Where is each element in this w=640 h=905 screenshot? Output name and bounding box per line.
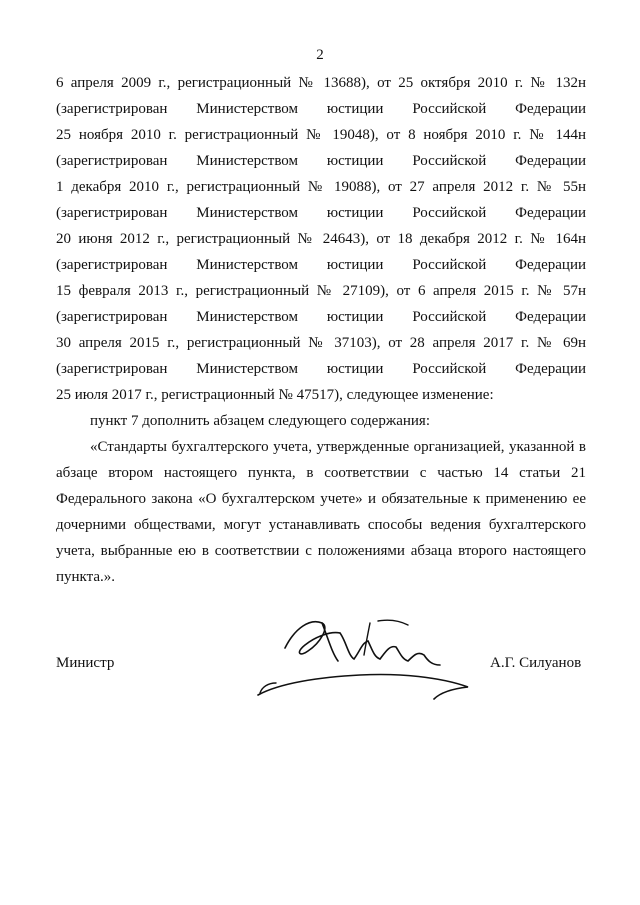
signatory-name: А.Г. Силуанов <box>490 655 582 671</box>
text-line: (зарегистрирован Министерством юстиции Российской Федерации <box>56 205 586 221</box>
text-line: (зарегистрирован Министерством юстиции Российской Федерации <box>56 361 586 377</box>
text-line: (зарегистрирован Министерством юстиции Российской Федерации <box>56 309 586 325</box>
handwritten-signature <box>250 603 480 703</box>
quoted-text-line: учета, выбранные ею в соответствии с положениями абзаца второго настоящего <box>56 543 586 559</box>
signature-block <box>0 585 640 705</box>
page-number: 2 <box>316 47 324 63</box>
text-line: 6 апреля 2009 г., регистрационный № 13688), от 25 октября 2010 г. № 132н <box>56 75 586 91</box>
text-line: (зарегистрирован Министерством юстиции Российской Федерации <box>56 257 586 273</box>
text-line: (зарегистрирован Министерством юстиции Российской Федерации <box>56 153 586 169</box>
text-line: 1 декабря 2010 г., регистрационный № 19088), от 27 апреля 2012 г. № 55н <box>56 179 586 195</box>
quoted-text-line: дочерними обществами, могут устанавливать способы ведения бухгалтерского <box>56 517 586 533</box>
text-line: 25 ноября 2010 г. регистрационный № 19048), от 8 ноября 2010 г. № 144н <box>56 127 586 143</box>
quoted-text-line: «Стандарты бухгалтерского учета, утвержденные организацией, указанной в <box>90 439 586 455</box>
text-line: 25 июля 2017 г., регистрационный № 47517), следующее изменение: <box>56 387 494 403</box>
text-line: 15 февраля 2013 г., регистрационный № 27109), от 6 апреля 2015 г. № 57н <box>56 283 586 299</box>
amendment-instruction: пункт 7 дополнить абзацем следующего содержания: <box>90 413 430 429</box>
text-line: (зарегистрирован Министерством юстиции Российской Федерации <box>56 101 586 117</box>
quoted-text-line: пункта.». <box>56 569 116 585</box>
signatory-position: Министр <box>56 655 115 671</box>
text-line: 30 апреля 2015 г., регистрационный № 37103), от 28 апреля 2017 г. № 69н <box>56 335 586 351</box>
text-line: 20 июня 2012 г., регистрационный № 24643), от 18 декабря 2012 г. № 164н <box>56 231 586 247</box>
quoted-text-line: Федерального закона «О бухгалтерском учете» и обязательные к применению ее <box>56 491 586 507</box>
quoted-text-line: абзаце втором настоящего пункта, в соответствии с частью 14 статьи 21 <box>56 465 586 481</box>
document-body <box>56 70 586 590</box>
